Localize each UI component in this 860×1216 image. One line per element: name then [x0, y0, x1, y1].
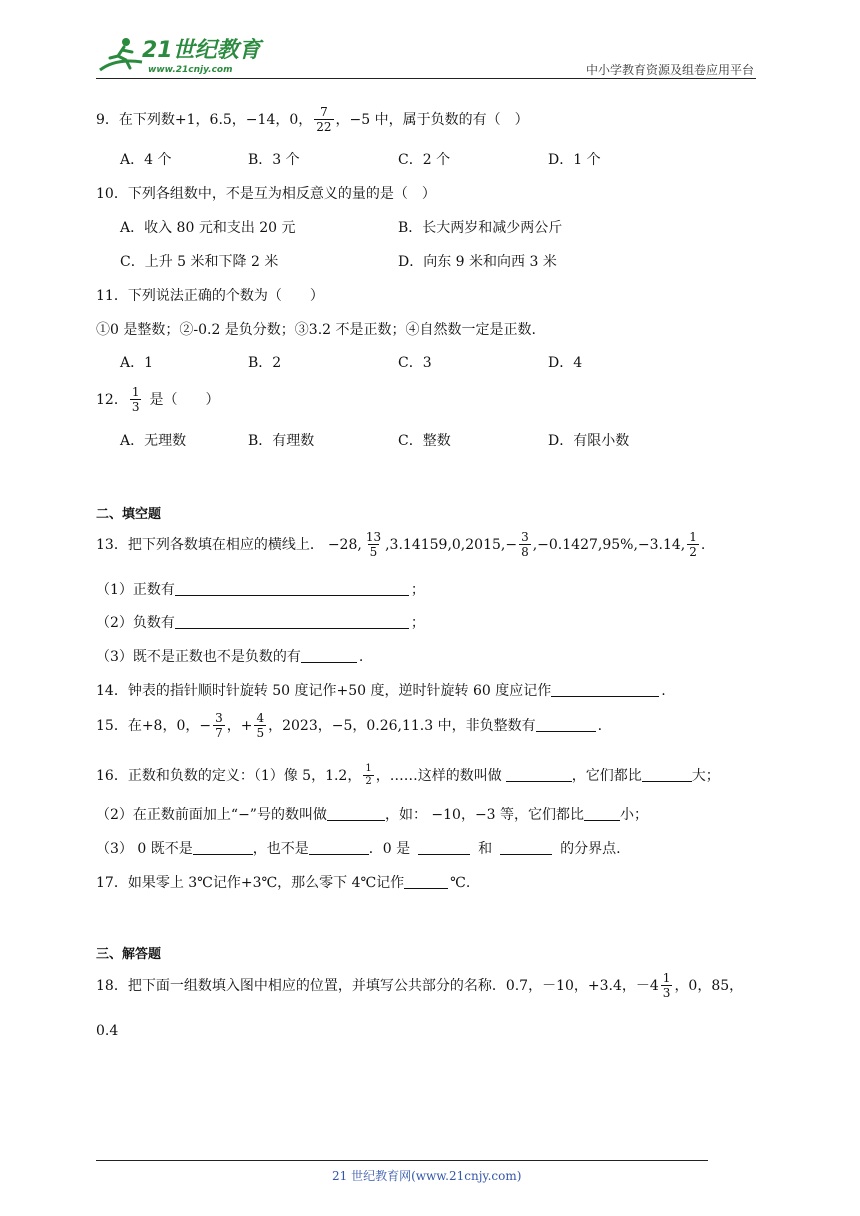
q16-c2: ，也不是	[252, 841, 309, 857]
q15-mid: ，+	[226, 717, 253, 734]
q9-frac-den: 22	[316, 120, 332, 134]
q14-stem: 14．钟表的指针顺时针旋转 50 度记作+50 度，逆时针旋转 60 度应记作	[96, 683, 552, 699]
q16-c3: ．0 是	[368, 841, 411, 857]
question-14	[96, 684, 666, 698]
q12-option-d: D．有限小数	[548, 433, 630, 449]
q15-end: .	[597, 717, 603, 734]
q13-stem: 13．把下列各数填在相应的横线上．	[96, 536, 324, 553]
q11-option-b: B．2	[248, 355, 282, 371]
q16-frac-den: 2	[365, 776, 372, 787]
question-12	[96, 386, 219, 413]
q15-frac1-num: 3	[215, 711, 223, 725]
q15-fraction-2	[254, 712, 266, 739]
q16-blank-6[interactable]	[309, 842, 369, 855]
header-rule	[96, 78, 756, 79]
q16-blank-7[interactable]	[418, 842, 470, 855]
runner-icon	[96, 36, 146, 76]
q17-end: ℃.	[450, 875, 471, 891]
q13-frac3-den: 2	[689, 545, 697, 559]
q13-line-2	[96, 616, 425, 630]
q13-line-3-end: .	[358, 649, 364, 665]
q16-line-3	[96, 842, 621, 856]
q16-b2: ，如： −10，−3 等，它们都比	[384, 807, 585, 823]
q16-stem: 16．正数和负数的定义：（1）像 5，1.2，	[96, 767, 362, 784]
q13-frac1-num: 13	[365, 530, 382, 544]
q10-stem: 10．下列各组数中，不是互为相反意义的量的是（ ）	[96, 186, 436, 202]
footer-rule	[96, 1160, 708, 1161]
q14-blank[interactable]	[551, 684, 659, 697]
q15-post: ，2023，−5，0.26,11.3 中，非负整数有	[268, 717, 536, 734]
q13-frac1-den: 5	[369, 545, 378, 559]
q16-b1: （2）在正数前面加上“−”号的数叫做	[96, 807, 327, 823]
section-answer-title: 三、解答题	[96, 947, 162, 962]
q9-stem: 9．在下列数+1，6.5，−14，0，	[96, 111, 313, 128]
q13-nums-1: −28,	[327, 536, 362, 553]
question-13	[96, 531, 705, 558]
q13-line-1-label: （1）正数有	[96, 582, 175, 598]
q16-c1: （3） 0 既不是	[96, 841, 193, 857]
logo-url-text: www.21cnjy.com	[148, 65, 233, 75]
q13-frac2-den: 8	[521, 545, 529, 559]
q18-post: ，0，85，	[674, 977, 744, 994]
q16-blank-4[interactable]	[584, 808, 620, 821]
q16-blank-8[interactable]	[500, 842, 552, 855]
q13-line-3	[96, 650, 363, 664]
q16-a2: ，……这样的数叫做	[375, 767, 502, 784]
q10-option-c: C．上升 5 米和下降 2 米	[120, 254, 279, 270]
question-15	[96, 712, 602, 739]
header-platform-text: 中小学教育资源及组卷应用平台	[586, 63, 755, 77]
q13-nums-end: .	[700, 536, 706, 553]
q12-option-c: C．整数	[398, 433, 451, 449]
q16-c5: 的分界点.	[560, 841, 621, 857]
q9-frac-num: 7	[320, 105, 328, 119]
q13-nums-2: ,3.14159,0,2015,−	[385, 536, 518, 553]
q16-fraction	[363, 764, 373, 787]
q11-stem: 11．下列说法正确的个数为（ ）	[96, 288, 324, 304]
q10-option-a: A．收入 80 元和支出 20 元	[120, 220, 296, 236]
logo	[96, 36, 261, 76]
q13-blank-3[interactable]	[301, 650, 357, 663]
q17-stem: 17．如果零上 3℃记作+3℃，那么零下 4℃记作	[96, 875, 405, 891]
q9-option-b: B．3 个	[248, 152, 300, 168]
q11-option-a: A．1	[120, 355, 154, 371]
q18-frac-num: 1	[662, 971, 671, 985]
q16-c4: 和	[478, 841, 493, 857]
q12-frac-num: 1	[131, 385, 140, 399]
q18-stem: 18．把下面一组数填入图中相应的位置，并填写公共部分的名称．0.7，－10，+3.4，－4	[96, 977, 659, 994]
q9-option-a: A．4 个	[120, 152, 172, 168]
q9-fraction	[314, 106, 333, 133]
q9-option-d: D．1 个	[548, 152, 601, 168]
q11-statements: ①0 是整数；②-0.2 是负分数；③3.2 不是正数；④自然数一定是正数.	[96, 322, 536, 338]
q13-frac3-num: 1	[689, 530, 697, 544]
q16-blank-3[interactable]	[327, 808, 385, 821]
q13-line-1-end: ；	[410, 582, 425, 598]
q13-fraction-3	[687, 531, 699, 558]
q13-nums-3: ,−0.1427,95%,−3.14,	[532, 536, 686, 553]
question-17	[96, 876, 470, 890]
q16-line-1	[96, 764, 720, 787]
q10-option-d: D．向东 9 米和向西 3 米	[398, 254, 557, 270]
question-18	[96, 972, 743, 999]
q16-frac-num: 1	[365, 763, 372, 774]
section-fill-blank-title: 二、填空题	[96, 507, 162, 522]
q16-blank-5[interactable]	[193, 842, 253, 855]
q13-line-1	[96, 583, 425, 597]
q15-fraction-1	[213, 712, 225, 739]
q13-line-3-label: （3）既不是正数也不是负数的有	[96, 649, 301, 665]
logo-main-text: 21世纪教育	[142, 38, 261, 63]
q14-end: .	[661, 683, 666, 699]
q12-option-a: A．无理数	[120, 433, 187, 449]
q13-blank-2[interactable]	[175, 616, 409, 629]
q12-fraction	[130, 386, 142, 413]
q16-b3: 小；	[620, 807, 649, 823]
q10-option-b: B．长大两岁和减少两公斤	[398, 220, 563, 236]
q16-a3: ，它们都比	[571, 767, 642, 784]
q13-frac2-num: 3	[521, 530, 529, 544]
q18-line-2: 0.4	[96, 1023, 119, 1039]
q12-number: 12．	[96, 391, 128, 408]
q15-stem: 15．在+8，0，−	[96, 717, 212, 734]
q13-blank-1[interactable]	[175, 583, 409, 596]
question-9	[96, 106, 529, 133]
q12-stem-end: 是（ ）	[149, 391, 220, 408]
q17-blank[interactable]	[404, 876, 448, 889]
q9-option-c: C．2 个	[398, 152, 451, 168]
q11-option-d: D．4	[548, 355, 583, 371]
q11-option-c: C．3	[398, 355, 432, 371]
q13-line-2-label: （2）负数有	[96, 615, 175, 631]
q9-stem-end: ，−5 中，属于负数的有（ ）	[335, 111, 529, 128]
q12-option-b: B．有理数	[248, 433, 315, 449]
q13-fraction-2	[519, 531, 531, 558]
q18-frac-den: 3	[662, 986, 671, 1000]
q16-a4: 大；	[691, 767, 720, 784]
q13-fraction-1	[364, 531, 383, 558]
q16-line-2	[96, 808, 648, 822]
q16-blank-1[interactable]	[506, 769, 572, 782]
q16-blank-2[interactable]	[642, 769, 692, 782]
q15-frac2-num: 4	[256, 711, 265, 725]
q15-frac2-den: 5	[256, 726, 265, 740]
footer-link[interactable]: 21 世纪教育网(www.21cnjy.com)	[332, 1169, 522, 1183]
q12-frac-den: 3	[131, 400, 140, 414]
q18-fraction	[661, 972, 673, 999]
q15-frac1-den: 7	[215, 726, 223, 740]
q15-blank[interactable]	[536, 719, 596, 732]
q13-line-2-end: ；	[410, 615, 425, 631]
